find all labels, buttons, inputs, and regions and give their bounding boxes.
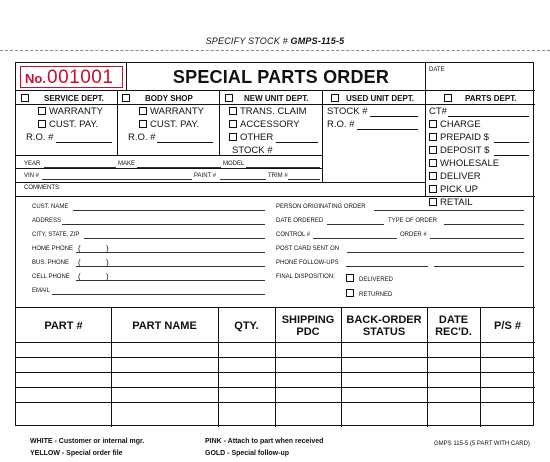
other-checkbox[interactable] [229,133,273,143]
service-cust-pay-label: CUST. PAY. [49,119,99,130]
col-date-label: DATE [438,314,469,326]
body-cust-pay-label: CUST. PAY. [150,119,200,130]
new-unit-stock-label: STOCK # [232,145,273,156]
deliver-label: DELIVER [440,171,481,182]
order-num-field[interactable] [430,238,524,239]
col-date-recd [427,314,480,338]
followup-field-2[interactable] [434,266,524,267]
body-cust-pay-checkbox[interactable] [139,120,199,130]
used-unit-dept-label: USED UNIT DEPT. [346,94,415,103]
body-shop-label: BODY SHOP [145,94,193,103]
prepaid-label: PREPAID $ [440,132,489,143]
accessory-label: ACCESSORY [240,119,300,130]
order-number-label: No. [25,71,46,86]
cell-phone-label: CELL PHONE [32,274,70,280]
trim-field[interactable] [288,179,320,180]
wholesale-label: WHOLESALE [440,158,500,169]
col-part-name-label: PART NAME [132,320,197,332]
accessory-checkbox[interactable] [229,120,299,130]
postcard-label: POST CARD SENT ON [276,246,340,252]
date-ordered-label: DATE ORDERED [276,218,324,224]
specify-prefix: SPECIFY STOCK # [205,36,288,46]
cust-name-label: CUST. NAME [32,204,69,210]
vin-label: VIN # [24,173,40,179]
perforation-line [0,50,550,51]
service-ro-label: R.O. # [26,132,54,143]
trans-claim-checkbox[interactable] [229,107,307,117]
form-code: GMPS 115-5 (5 PART WITH CARD) [434,441,530,447]
control-field[interactable] [313,238,397,239]
col-shipping-label: SHIPPING [281,314,335,326]
postcard-field[interactable] [347,252,524,253]
email-field[interactable] [52,294,265,295]
col-ps-number-label: P/S # [494,320,521,332]
service-warranty-label: WARRANTY [49,106,104,117]
ct-field[interactable] [448,116,529,117]
vin-field[interactable] [42,179,192,180]
address-field[interactable] [62,224,265,225]
trim-label: TRIM # [268,173,288,179]
col-ps-number [480,320,535,332]
parts-dept-label: PARTS DEPT. [465,94,517,103]
type-of-order-field[interactable] [444,224,524,225]
returned-label: RETURNED [359,292,393,298]
control-label: CONTROL # [276,232,311,238]
new-unit-dept-label: NEW UNIT DEPT. [244,94,309,103]
table-row[interactable] [16,372,535,373]
col-qty [218,320,275,332]
wholesale-checkbox[interactable] [429,159,499,169]
gold-copy-note: GOLD - Special follow-up [205,450,289,457]
body-ro-label: R.O. # [128,132,156,143]
col-recd-label: REC'D. [435,326,472,339]
body-shop-checkbox[interactable] [122,94,193,103]
retail-checkbox[interactable] [429,198,473,208]
other-field[interactable] [276,142,318,143]
white-copy-note: WHITE - Customer or internal mgr. [30,438,145,445]
retail-label: RETAIL [440,197,473,208]
other-label: OTHER [240,132,274,143]
service-dept-checkbox[interactable] [21,94,104,103]
paint-field[interactable] [220,179,266,180]
model-label: MODEL [223,161,245,167]
order-number-box [20,66,123,88]
city-label: CITY, STATE, ZIP [32,232,80,238]
used-stock-label: STOCK # [327,106,368,117]
col-back-order-label: BACK-ORDER [346,314,422,326]
used-ro-label: R.O. # [327,119,355,130]
col-shipping-pdc [275,314,341,338]
followup-field-1[interactable] [346,266,428,267]
deposit-field[interactable] [494,155,529,156]
body-warranty-checkbox[interactable] [139,107,204,117]
disposition-label: FINAL DISPOSITION: [276,274,335,280]
home-phone-field[interactable] [76,252,265,253]
email-label: EMAIL [32,288,51,294]
col-pdc-label: PDC [296,326,320,339]
person-originating-label: PERSON ORIGINATING ORDER [276,204,366,210]
cell-phone-paren-open: ( [78,272,81,281]
ct-label: CT# [429,106,447,117]
service-ro-field[interactable] [56,142,112,143]
year-label: YEAR [24,161,41,167]
col-status-label: STATUS [362,326,406,339]
deposit-checkbox[interactable] [429,146,489,156]
form-title: SPECIAL PARTS ORDER [172,67,390,87]
copy-legend-right [205,436,323,460]
new-unit-dept-checkbox[interactable] [225,94,308,103]
city-field[interactable] [84,238,265,239]
address-label: ADDRESS [32,218,62,224]
parts-dept-checkbox[interactable] [444,94,516,103]
prepaid-checkbox[interactable] [429,133,489,143]
type-of-order-label: TYPE OF ORDER [388,218,438,224]
cell-phone-paren-close: ) [106,272,109,281]
used-unit-dept-checkbox[interactable] [331,94,414,103]
charge-label: CHARGE [440,119,481,130]
service-dept-label: SERVICE DEPT. [44,94,104,103]
col-part-name [111,320,218,332]
home-phone-paren-close: ) [106,244,109,253]
specify-stock-line [0,36,550,46]
used-stock-field[interactable] [370,116,418,117]
followups-label: PHONE FOLLOW-UPS [276,260,339,266]
col-part-number [16,320,111,332]
delivered-checkbox[interactable] [346,274,393,283]
comments-label: COMMENTS: [24,185,61,191]
used-ro-field[interactable] [357,129,418,130]
pickup-checkbox[interactable] [429,185,478,195]
cell-phone-field[interactable] [76,280,265,281]
bus-phone-label: BUS. PHONE [32,260,70,266]
specify-code: GMPS-115-5 [290,36,345,46]
service-cust-pay-checkbox[interactable] [38,120,98,130]
copy-legend-left [30,436,144,460]
trans-claim-label: TRANS. CLAIM [240,106,307,117]
person-originating-field[interactable] [374,210,524,211]
bus-phone-paren-open: ( [78,258,81,267]
bus-phone-paren-close: ) [106,258,109,267]
order-num-label: ORDER # [400,232,427,238]
col-back-order-status [341,314,427,338]
deposit-label: DEPOSIT $ [440,145,490,156]
order-number: 001001 [47,67,114,88]
home-phone-label: HOME PHONE [32,246,74,252]
date-ordered-field[interactable] [327,224,384,225]
col-part-number-label: PART # [44,320,83,332]
table-row[interactable] [16,387,535,388]
col-qty-label: QTY. [234,320,259,332]
service-warranty-checkbox[interactable] [38,107,103,117]
yellow-copy-note: YELLOW - Special order file [30,450,123,457]
table-row[interactable] [16,357,535,358]
body-warranty-label: WARRANTY [150,106,205,117]
bus-phone-field[interactable] [76,266,265,267]
delivered-label: DELIVERED [359,277,394,283]
prepaid-field[interactable] [494,142,529,143]
home-phone-paren-open: ( [78,244,81,253]
paint-label: PAINT # [194,173,217,179]
pickup-label: PICK UP [440,184,479,195]
table-row[interactable] [16,402,535,403]
deliver-checkbox[interactable] [429,172,481,182]
make-label: MAKE [118,161,136,167]
returned-checkbox[interactable] [346,289,392,298]
pink-copy-note: PINK - Attach to part when received [205,438,324,445]
cust-name-field[interactable] [73,210,265,211]
date-label: DATE [429,67,445,73]
special-parts-order-form [15,62,534,426]
body-ro-field[interactable] [157,142,213,143]
charge-checkbox[interactable] [429,120,481,130]
